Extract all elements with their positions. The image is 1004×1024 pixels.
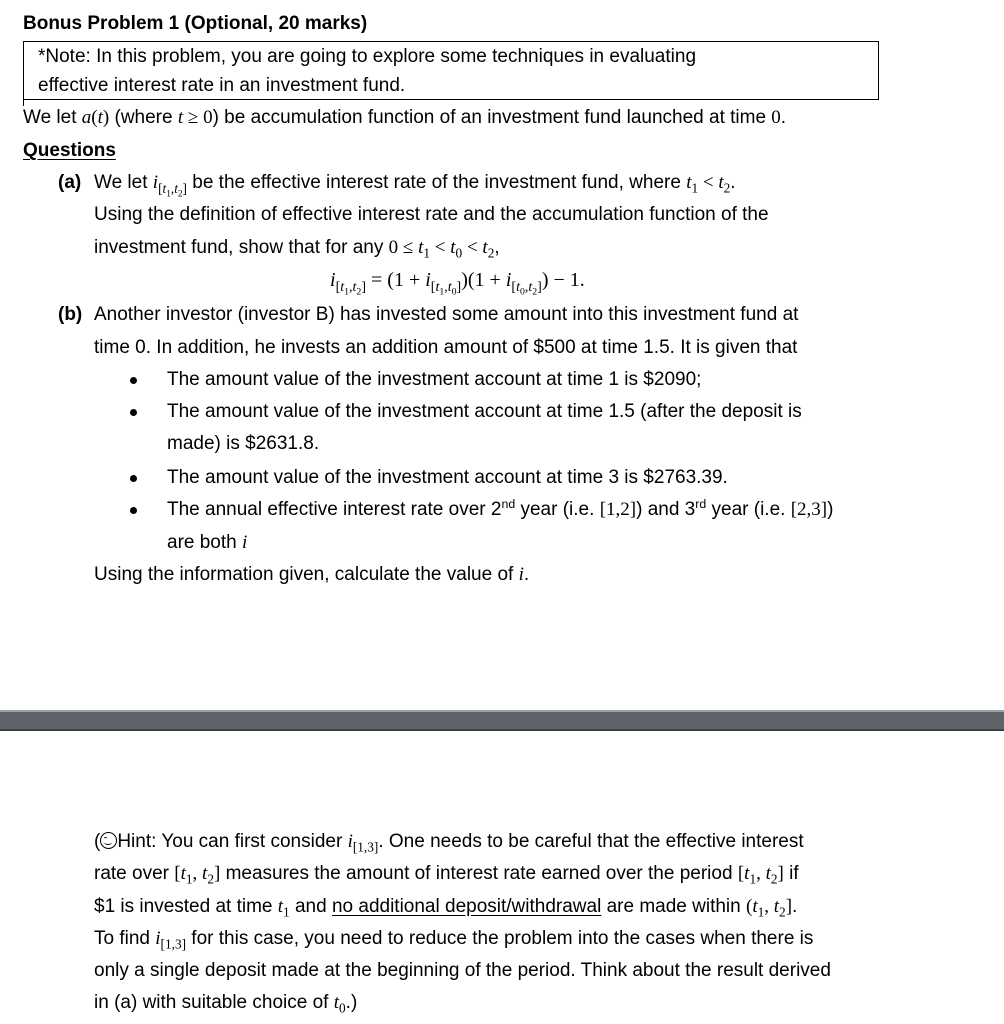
part-a-label: (a) <box>58 172 82 193</box>
part-b-line-1: Another investor (investor B) has invested some amount into this investment fund at <box>94 304 799 325</box>
bullet-icon <box>130 475 137 482</box>
hint-line-2: rate over [$t_1$, $t_2$] measures the amount of interest rate earned over the period [$t_1$, $t_2$] if <box>94 863 799 887</box>
bullet-icon <box>130 377 137 384</box>
bullet-3: The amount value of the investment account at time 3 is $2763.39. <box>167 467 728 488</box>
bullet-icon <box>130 409 137 416</box>
bullet-4-line-1: The annual effective interest rate over 2nd year (i.e. [1,2]) and 3rd year (i.e. [2,3]) <box>167 497 834 520</box>
part-b-closing: Using the information given, calculate the value of i. <box>94 564 530 585</box>
problem-title: Bonus Problem 1 (Optional, 20 marks) <box>23 13 368 34</box>
page-divider <box>0 710 1004 731</box>
hint-line-6: in (a) with suitable choice of $t_0$.) <box>94 992 358 1016</box>
hint-line-4: To find $i_{[1,3]}$ for this case, you need to reduce the problem into the cases when there is <box>94 928 814 952</box>
bullet-2-line-1: The amount value of the investment account at time 1.5 (after the deposit is <box>167 401 802 422</box>
bullet-4-line-2: are both i <box>167 532 248 553</box>
hint-line-1: ( Hint: You can first consider $i_{[1,3]}$. One needs to be careful that the effective interest <box>94 831 804 855</box>
bullet-2-line-2: made) is $2631.8. <box>167 433 320 454</box>
part-a-line-1: We let $i_{[t_1,t_2]}$ be the effective interest rate of the investment fund, where $t_1 < t_2$. <box>94 172 736 199</box>
part-b-label: (b) <box>58 304 83 325</box>
part-b-line-2: time 0. In addition, he invests an addition amount of $500 at time 1.5. It is given that <box>94 337 798 358</box>
questions-heading: Questions <box>23 140 116 161</box>
note-line-1: *Note: In this problem, you are going to explore some techniques in evaluating <box>38 46 697 67</box>
note-line-2: effective interest rate in an investment fund. <box>38 75 406 96</box>
hint-line-3: $1 is invested at time $t_1$ and no additional deposit/withdrawal are made within ($t_1$, $t_2$]. <box>94 896 798 920</box>
intro-line: We let a(t) (where t ≥ 0) be accumulation function of an investment fund launched at time 0. <box>23 107 787 128</box>
bullet-icon <box>130 507 137 514</box>
part-a-line-2: Using the definition of effective interest rate and the accumulation function of the <box>94 204 769 225</box>
box-connector <box>23 98 24 106</box>
part-a-line-3: investment fund, show that for any $0 \le t_1 < t_0 < t_2$, <box>94 237 500 261</box>
part-a-equation: $i_{[t_1,t_2]} = (1 + i_{[t_1,t_0]})(1 + i_{[t_0,t_2]}) - 1$. <box>330 269 585 298</box>
smiley-icon <box>100 832 117 849</box>
hint-line-5: only a single deposit made at the beginning of the period. Think about the result derived <box>94 960 831 981</box>
bullet-1: The amount value of the investment account at time 1 is $2090; <box>167 369 702 390</box>
